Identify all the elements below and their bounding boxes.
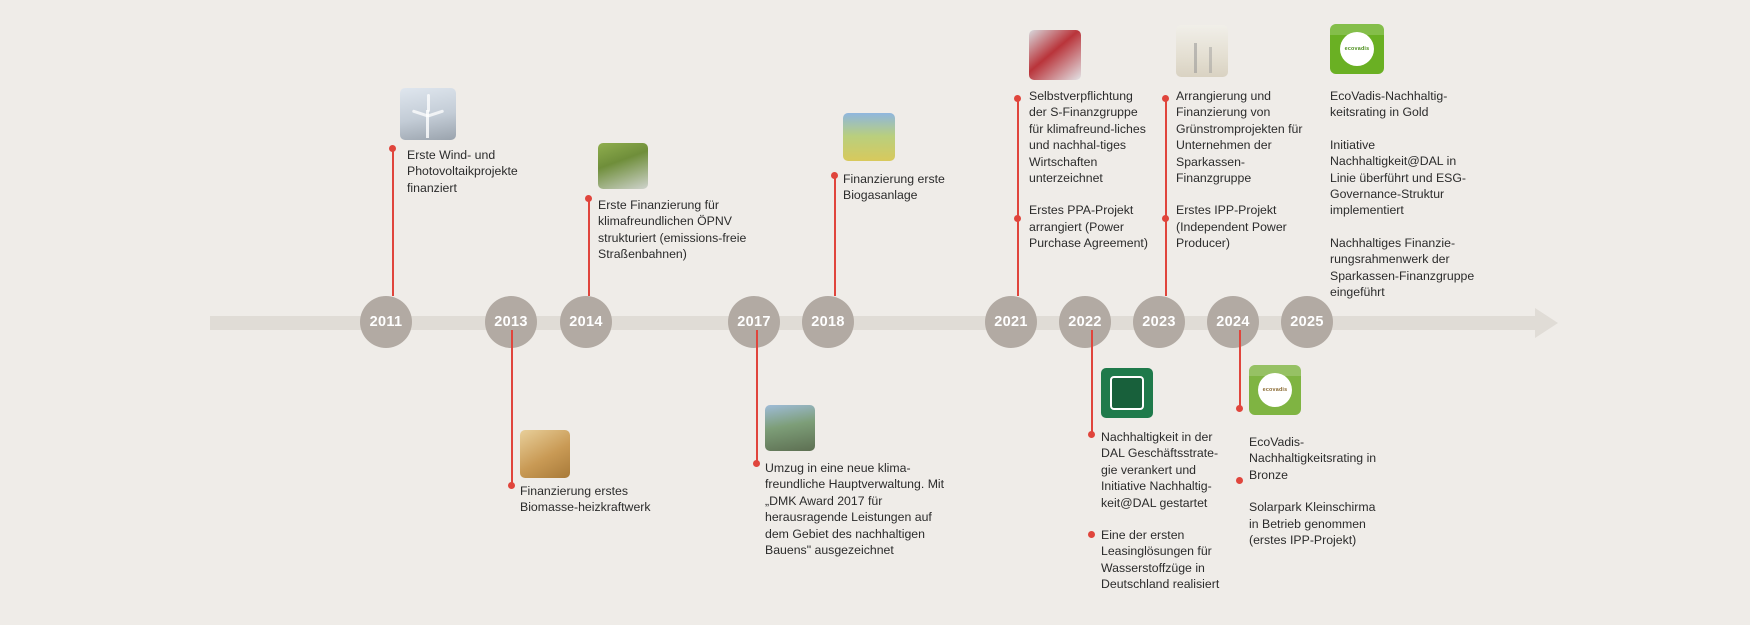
ecovadis-badge-label: ecovadis [1258, 373, 1292, 407]
connector-dot-2023-b [1162, 215, 1169, 222]
entry-paragraph: Finanzierung erste Biogasanlage [843, 172, 945, 203]
year-label: 2025 [1290, 314, 1324, 330]
red-abstract-photo [1029, 30, 1081, 80]
year-label: 2023 [1142, 314, 1176, 330]
entry-paragraph: Nachhaltigkeit in der DAL Geschäftsstrate-gie verankert und Initiative Nachhaltig-keit@DAL gestartet [1101, 430, 1219, 510]
year-label: 2014 [569, 314, 603, 330]
tram-photo [598, 143, 648, 189]
connector-2022 [1091, 330, 1093, 434]
connector-2018 [834, 175, 836, 296]
entry-paragraph: Nachhaltiges Finanzie-rungsrahmenwerk der Sparkassen-Finanzgruppe eingeführt [1330, 235, 1475, 300]
connector-2017 [756, 330, 758, 463]
connector-dot-2017 [753, 460, 760, 467]
entry-text-2014 [598, 197, 753, 263]
entry-text-2025 [1330, 88, 1480, 300]
entry-text-2018 [843, 171, 983, 204]
entry-paragraph: Eine der ersten Leasinglösungen für Wasserstoffzüge in Deutschland realisiert [1101, 528, 1220, 592]
entry-paragraph: Erste Finanzierung für klimafreundlichen ÖPNV strukturiert (emissions-freie Straßenbahnen) [598, 198, 747, 262]
entry-paragraph: Solarpark Kleinschirma in Betrieb genommen (erstes IPP-Projekt) [1249, 500, 1376, 548]
entry-text-2011 [407, 147, 547, 196]
year-bubble-2025[interactable] [1281, 296, 1333, 348]
entry-text-2022 [1101, 429, 1231, 593]
entry-text-2024 [1249, 434, 1379, 548]
entry-text-2021 [1029, 88, 1151, 252]
ecovadis-badge-label: ecovadis [1340, 32, 1374, 66]
entry-text-2013 [520, 483, 660, 516]
connector-dot-2021-a [1014, 95, 1021, 102]
entry-paragraph: Erstes PPA-Projekt arrangiert (Power Purchase Agreement) [1029, 203, 1148, 251]
connector-dot-2024-b [1236, 477, 1243, 484]
year-bubble-2021[interactable] [985, 296, 1037, 348]
biogas-field-photo [843, 113, 895, 161]
connector-dot-2011 [389, 145, 396, 152]
connector-2023 [1165, 98, 1167, 296]
ecovadis-gold-badge [1330, 24, 1384, 74]
connector-dot-2022-a [1088, 431, 1095, 438]
year-label: 2018 [811, 314, 845, 330]
entry-paragraph: Erste Wind- und Photovoltaikprojekte finanziert [407, 148, 518, 195]
year-bubble-2014[interactable] [560, 296, 612, 348]
year-bubble-2022[interactable] [1059, 296, 1111, 348]
year-bubble-2011[interactable] [360, 296, 412, 348]
connector-2014 [588, 198, 590, 296]
sustainability-award-badge [1101, 368, 1153, 418]
entry-paragraph: Initiative Nachhaltigkeit@DAL in Linie überführt und ESG-Governance-Struktur implementiert [1330, 137, 1467, 218]
entry-paragraph: Selbstverpflichtung der S-Finanzgruppe für klimafreund-liches und nachhal-tiges Wirtschaften unterzeichnet [1029, 89, 1146, 186]
connector-dot-2014 [585, 195, 592, 202]
entry-text-2023 [1176, 88, 1304, 252]
wind-turbine-photo [400, 88, 456, 140]
entry-paragraph: EcoVadis-Nachhaltig-keitsrating in Gold [1330, 89, 1448, 120]
connector-dot-2024-a [1236, 405, 1243, 412]
year-bubble-2024[interactable] [1207, 296, 1259, 348]
entry-paragraph: EcoVadis-Nachhaltigkeitsrating in Bronze [1249, 435, 1377, 482]
connector-2024 [1239, 330, 1241, 408]
connector-dot-2018 [831, 172, 838, 179]
connector-dot-2013 [508, 482, 515, 489]
year-label: 2021 [994, 314, 1028, 330]
entry-paragraph: Arrangierung und Finanzierung von Grünstromprojekten für Unternehmen der Sparkassen-Finanzgruppe [1176, 89, 1303, 186]
connector-2011 [392, 148, 394, 296]
wind-turbines-glass-photo [1176, 25, 1228, 77]
year-label: 2013 [494, 314, 528, 330]
timeline-arrow-head [1535, 308, 1558, 338]
year-bubble-2017[interactable] [728, 296, 780, 348]
entry-paragraph: Umzug in eine neue klima-freundliche Hauptverwaltung. Mit „DMK Award 2017 für herausragende Leistungen auf dem Gebiet des nachhaltigen Bauens" ausgezeichnet [765, 461, 945, 558]
year-label: 2024 [1216, 314, 1250, 330]
connector-2021 [1017, 98, 1019, 296]
year-label: 2011 [369, 314, 403, 330]
entry-paragraph: Finanzierung erstes Biomasse-heizkraftwerk [520, 484, 651, 515]
ecovadis-bronze-badge [1249, 365, 1301, 415]
year-bubble-2018[interactable] [802, 296, 854, 348]
connector-dot-2023-a [1162, 95, 1169, 102]
connector-dot-2021-b [1014, 215, 1021, 222]
entry-paragraph: Erstes IPP-Projekt (Independent Power Producer) [1176, 203, 1287, 251]
connector-2013 [511, 330, 513, 485]
entry-text-2017 [765, 460, 955, 558]
connector-dot-2022-b [1088, 531, 1095, 538]
year-label: 2017 [737, 314, 771, 330]
year-label: 2022 [1068, 314, 1102, 330]
biomass-pellets-photo [520, 430, 570, 478]
headquarters-building-photo [765, 405, 815, 451]
year-bubble-2023[interactable] [1133, 296, 1185, 348]
